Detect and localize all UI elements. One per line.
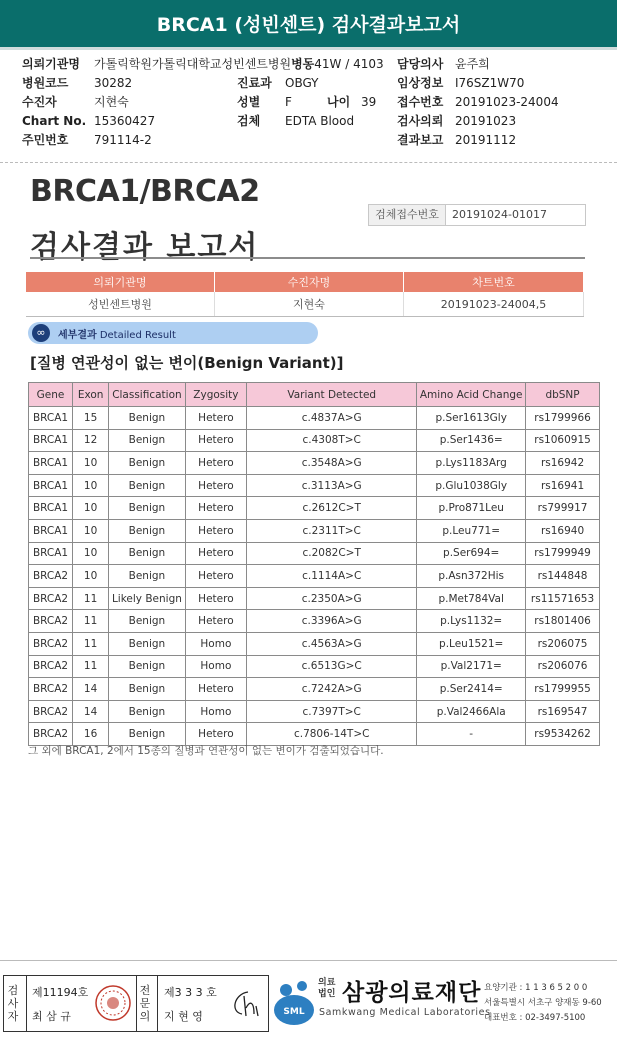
clinical-label: 임상정보 <box>397 76 444 90</box>
variant-cell: p.Leu771= <box>417 519 526 542</box>
variant-cell: c.2311T>C <box>247 519 417 542</box>
rrn-label: 주민번호 <box>22 133 69 147</box>
variant-cell: p.Val2171= <box>417 655 526 678</box>
variant-cell: Benign <box>109 452 186 475</box>
variant-cell: rs16941 <box>526 474 600 497</box>
dept-label: 진료과 <box>237 76 272 90</box>
variant-cell: c.7397T>C <box>247 700 417 723</box>
inspector-number: 제11194호 <box>32 986 89 999</box>
variant-cell: p.Lys1132= <box>417 610 526 633</box>
variant-cell: BRCA2 <box>29 610 73 633</box>
address: 서울특별시 서초구 양재동 9-60 <box>484 998 602 1008</box>
sex-label: 성별 <box>237 95 261 109</box>
org-name: 삼광의료재단 <box>342 980 482 1006</box>
variant-row <box>29 655 600 678</box>
variant-cell: c.2082C>T <box>247 542 417 565</box>
variant-cell: p.Glu1038Gly <box>417 474 526 497</box>
variant-row <box>29 587 600 610</box>
variant-cell: rs1060915 <box>526 429 600 452</box>
variant-cell: BRCA2 <box>29 632 73 655</box>
variant-cell: 12 <box>73 429 109 452</box>
variant-cell: rs9534262 <box>526 723 600 746</box>
variant-cell: 11 <box>73 587 109 610</box>
patient-label: 수진자 <box>22 95 57 109</box>
variant-cell: c.3113A>G <box>247 474 417 497</box>
variant-cell: c.3548A>G <box>247 452 417 475</box>
variant-cell: 11 <box>73 655 109 678</box>
patient-table-cell: 성빈센트병원 <box>26 292 215 317</box>
inspector-name: 최 삼 규 <box>32 1010 71 1023</box>
patient-table-header: 수진자명 <box>215 272 404 292</box>
variant-cell: c.6513G>C <box>247 655 417 678</box>
variant-cell: p.Ser1613Gly <box>417 407 526 430</box>
variant-cell: Benign <box>109 678 186 701</box>
variant-cell: Hetero <box>185 587 246 610</box>
variant-cell: Homo <box>185 632 246 655</box>
hospital-code-value: 30282 <box>94 76 133 90</box>
report-date-label: 결과보고 <box>397 133 444 147</box>
patient-info-table <box>26 272 584 317</box>
variant-cell: Benign <box>109 632 186 655</box>
variant-cell: Hetero <box>185 407 246 430</box>
variant-cell: Hetero <box>185 723 246 746</box>
specimen-number-value: 20191024-01017 <box>452 208 547 221</box>
variant-cell: c.2350A>G <box>247 587 417 610</box>
patient-table-header: 의뢰기관명 <box>26 272 215 292</box>
hospital-code-label: 병원코드 <box>22 76 69 90</box>
variant-cell: c.2612C>T <box>247 497 417 520</box>
specimen-number-label: 검체접수번호 <box>369 205 446 225</box>
variant-cell: 10 <box>73 542 109 565</box>
variant-table-header: Gene <box>29 383 73 407</box>
variant-cell: BRCA1 <box>29 407 73 430</box>
variant-cell: Hetero <box>185 610 246 633</box>
variant-cell: BRCA1 <box>29 474 73 497</box>
institution-value: 가톨릭학원가톨릭대학교성빈센트병원 <box>94 57 292 71</box>
variant-cell: c.4837A>G <box>247 407 417 430</box>
request-label: 검사의뢰 <box>397 114 444 128</box>
variant-table-header: Amino Acid Change <box>417 383 526 407</box>
variant-cell: p.Ser694= <box>417 542 526 565</box>
patient-table-cell: 지현숙 <box>215 292 404 317</box>
org-english-name: Samkwang Medical Laboratories <box>319 1007 491 1018</box>
variant-table-header: Exon <box>73 383 109 407</box>
sex-value: F <box>285 95 292 109</box>
variant-cell: c.7806-14T>C <box>247 723 417 746</box>
clinical-value: I76SZ1W70 <box>455 76 525 90</box>
org-type: 의료법인 <box>318 978 336 999</box>
variant-cell: BRCA1 <box>29 542 73 565</box>
chart-no-value: 15360427 <box>94 114 156 128</box>
footer-divider <box>0 960 617 961</box>
variant-row <box>29 632 600 655</box>
variant-cell: Benign <box>109 429 186 452</box>
variant-cell: BRCA1 <box>29 452 73 475</box>
handwritten-signature <box>226 986 264 1020</box>
variant-cell: Hetero <box>185 678 246 701</box>
variant-cell: BRCA2 <box>29 678 73 701</box>
variant-cell: rs11571653 <box>526 587 600 610</box>
variant-cell: rs16942 <box>526 452 600 475</box>
variant-row <box>29 565 600 588</box>
variant-cell: c.7242A>G <box>247 678 417 701</box>
variant-cell: p.Lys1183Arg <box>417 452 526 475</box>
variant-table-header: Variant Detected <box>247 383 417 407</box>
detailed-result-bar <box>28 322 318 344</box>
svg-text:SML: SML <box>283 1007 305 1017</box>
variant-cell: Hetero <box>185 452 246 475</box>
variant-cell: c.3396A>G <box>247 610 417 633</box>
variant-cell: c.1114A>C <box>247 565 417 588</box>
variant-table-header: dbSNP <box>526 383 600 407</box>
variant-row <box>29 407 600 430</box>
receipt-label: 접수번호 <box>397 95 444 109</box>
variant-cell: 10 <box>73 474 109 497</box>
patient-table-header: 차트번호 <box>404 272 584 292</box>
variant-row <box>29 452 600 475</box>
ribbon-icon: ∞ <box>32 324 50 342</box>
variant-row <box>29 610 600 633</box>
doctor-label: 담당의사 <box>397 57 444 71</box>
variant-cell: 10 <box>73 519 109 542</box>
signature-box <box>3 975 269 1032</box>
specialist-name: 지 현 영 <box>164 1010 203 1023</box>
variant-row <box>29 678 600 701</box>
variant-cell: rs1799966 <box>526 407 600 430</box>
variant-cell: 10 <box>73 565 109 588</box>
phone-number: 대표번호 : 02-3497-5100 <box>484 1013 586 1023</box>
variant-table <box>28 382 600 746</box>
variant-cell: p.Ser2414= <box>417 678 526 701</box>
patient-table-cell: 20191023-24004,5 <box>404 292 584 317</box>
variant-cell: Benign <box>109 610 186 633</box>
variant-cell: 14 <box>73 700 109 723</box>
variant-row <box>29 497 600 520</box>
variant-row <box>29 474 600 497</box>
age-label: 나이 <box>327 95 351 109</box>
header-divider <box>0 162 617 163</box>
variant-cell: rs799917 <box>526 497 600 520</box>
variant-cell: rs16940 <box>526 519 600 542</box>
specimen-value: EDTA Blood <box>285 114 355 128</box>
age-value: 39 <box>361 95 377 109</box>
variant-cell: Hetero <box>185 474 246 497</box>
variant-cell: p.Pro871Leu <box>417 497 526 520</box>
report-title-genes: BRCA1/BRCA2 <box>30 174 260 209</box>
variant-cell: - <box>417 723 526 746</box>
request-value: 20191023 <box>455 114 517 128</box>
report-banner-title: BRCA1 (성빈센트) 검사결과보고서 <box>0 0 617 50</box>
result-note: 그 외에 BRCA1, 2에서 15종의 질병과 연관성이 없는 변이가 검출되었습니다. <box>28 745 384 757</box>
receipt-value: 20191023-24004 <box>455 95 559 109</box>
variant-cell: Hetero <box>185 542 246 565</box>
institution-label: 의뢰기관명 <box>22 57 80 71</box>
variant-cell: 11 <box>73 632 109 655</box>
variant-cell: Hetero <box>185 519 246 542</box>
variant-row <box>29 542 600 565</box>
variant-table-header: Zygosity <box>185 383 246 407</box>
rrn-value: 791114-2 <box>94 133 152 147</box>
variant-cell: p.Val2466Ala <box>417 700 526 723</box>
variant-cell: p.Leu1521= <box>417 632 526 655</box>
report-date-value: 20191112 <box>455 133 517 147</box>
variant-cell: rs206076 <box>526 655 600 678</box>
variant-cell: rs1801406 <box>526 610 600 633</box>
variant-cell: Benign <box>109 655 186 678</box>
variant-cell: p.Asn372His <box>417 565 526 588</box>
variant-cell: BRCA2 <box>29 723 73 746</box>
variant-cell: rs144848 <box>526 565 600 588</box>
variant-cell: c.4308T>C <box>247 429 417 452</box>
variant-cell: BRCA1 <box>29 497 73 520</box>
variant-cell: 10 <box>73 452 109 475</box>
variant-cell: Benign <box>109 497 186 520</box>
variant-cell: Benign <box>109 700 186 723</box>
variant-cell: 11 <box>73 610 109 633</box>
dept-value: OBGY <box>285 76 319 90</box>
specimen-number-box <box>368 204 586 226</box>
variant-cell: Benign <box>109 519 186 542</box>
variant-cell: rs1799955 <box>526 678 600 701</box>
variant-cell: Hetero <box>185 565 246 588</box>
variant-cell: 15 <box>73 407 109 430</box>
detail-label-ko: 세부결과 <box>58 330 97 341</box>
title-rule <box>30 257 585 259</box>
report-title: 검사결과 보고서 <box>30 230 260 265</box>
variant-cell: Benign <box>109 565 186 588</box>
variant-table-header: Classification <box>109 383 186 407</box>
care-number: 요양기관 : 1 1 3 6 5 2 0 0 <box>484 983 588 993</box>
variant-cell: Benign <box>109 474 186 497</box>
variant-cell: rs169547 <box>526 700 600 723</box>
variant-cell: BRCA2 <box>29 565 73 588</box>
variant-cell: p.Ser1436= <box>417 429 526 452</box>
doctor-value: 윤주희 <box>455 57 490 71</box>
variant-cell: BRCA1 <box>29 429 73 452</box>
patient-value: 지현숙 <box>94 95 129 109</box>
sml-logo-icon <box>272 976 316 1026</box>
variant-cell: BRCA2 <box>29 655 73 678</box>
variant-cell: rs1799949 <box>526 542 600 565</box>
specialist-label: 전문의 <box>139 984 151 1023</box>
variant-cell: BRCA2 <box>29 700 73 723</box>
ward-label: 병동 <box>291 57 315 71</box>
ward-value: 41W / 4103 <box>314 57 384 71</box>
variant-row <box>29 700 600 723</box>
variant-cell: Benign <box>109 407 186 430</box>
variant-cell: 16 <box>73 723 109 746</box>
variant-cell: rs206075 <box>526 632 600 655</box>
specimen-label: 검체 <box>237 114 261 128</box>
variant-cell: Benign <box>109 723 186 746</box>
variant-cell: Likely Benign <box>109 587 186 610</box>
specialist-number: 제3 3 3 호 <box>164 986 217 999</box>
inspector-label: 검사자 <box>7 984 19 1023</box>
chart-no-label: Chart No. <box>22 114 87 128</box>
variant-cell: 10 <box>73 497 109 520</box>
variant-cell: Benign <box>109 542 186 565</box>
variant-cell: Hetero <box>185 497 246 520</box>
seal-stamp <box>92 982 134 1024</box>
detail-label-en: Detailed Result <box>99 330 176 341</box>
variant-cell: c.4563A>G <box>247 632 417 655</box>
variant-cell: Homo <box>185 700 246 723</box>
section-title: [질병 연관성이 없는 변이(Benign Variant)] <box>30 354 344 372</box>
variant-cell: BRCA2 <box>29 587 73 610</box>
variant-cell: 14 <box>73 678 109 701</box>
variant-cell: Homo <box>185 655 246 678</box>
variant-row <box>29 429 600 452</box>
variant-row <box>29 519 600 542</box>
variant-cell: p.Met784Val <box>417 587 526 610</box>
variant-cell: Hetero <box>185 429 246 452</box>
variant-cell: BRCA1 <box>29 519 73 542</box>
